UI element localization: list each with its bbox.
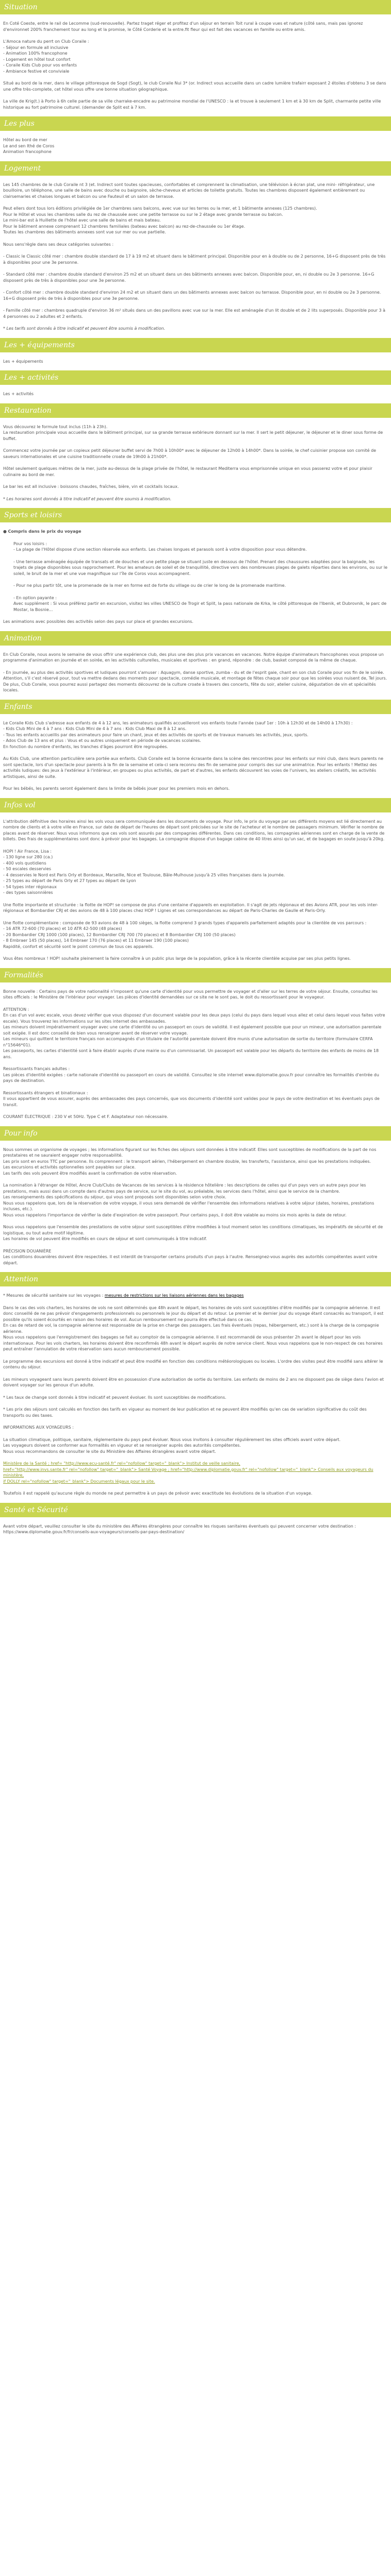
animation-paragraph-1: En Club Coraile, nous avons le semaine de vous offrir une expérience club, des plus une des plus prix vacances en vacances. Notre équipe d'animateurs francophones vous propose un programme d'animation en journée et en soirée, en les activités culturelles, musicales et sportives : en grand, répondre : de club, basket composé de la même de chaque. [3, 652, 384, 663]
infos-paragraph-1: L'attribution définitive des horaires ainsi les vols vous sera communiquée dans les documents de voyage. Pour info, le prix du voyage par ses différents moyens est lié directement au nombre de clients et à votre ville en France, sur date de départ de l'heures de départ sont précisées sur le site de l'acheteur et le nombre de passagers minimum. Vérifier le nombre de places avant de réserver. Nous vous informons que ces vols sont assurés par des compagnies différentes. Dans ces conditions, les compagnies aériennes sont en charge de la vente de billets. Des frais de supplémentaires sont donc à prévoir pour les bagages. La compagnie dispose d'un bagage cabine de 40 litres ainsi qu'un sac, et de bagages en soute jusqu'à 20kg. [3, 819, 385, 841]
les-plus-item-1: Hôtel au bord de mer [3, 138, 47, 142]
attention-paragraph-3: Les mineurs voyageant sans leurs parents doivent être en possession d'une autorisation de sortie du territoire. Les enfants de moins de 2 ans ne disposent pas de siège dans l'avion et doivent voyager sur les genoux d'un adulte. [3, 1377, 384, 1387]
animation-paragraph-2: - En journée, au plus des activités sportives et ludiques pourront s'amuser : Aquagym, danse sportive, zumba - du et de l'esprit gaie, chant en son club Coraile pour vos fin de le soirée. Attention, s'il c'est réservé pour, tout va mettre dedans des moments pour spectacle, comédie musicale, et montage de fêtes chaque soir pour que les soirées vous nuisent de, Tel jours. De plus, Club Coraile, vous pourrez aussi partagez des moments découvrez de la culture croate à travers des concerts, fête du soir, atelier cuisine, dégustation de vin et spécialités locales. [3, 670, 387, 692]
attention-footer-note: Toutefois il est rappelé qu'aucune règle du monde ne peut permettre à un pays de prévoir avec exactitude les évolutions de la situation d'un voyage. [3, 1491, 313, 1496]
pour-info-paragraph-3: Nous vous rappelons que l'ensemble des prestations de votre séjour sont susceptibles d'être modifiées à tout moment selon les conditions climatiques, les impératifs de sécurité et de logistique, ou tout autre motif légitime. Les horaires de vol peuvent être modifiés en cours de séjour et sont communiqués à titre indicatif. [3, 1225, 383, 1241]
attention-info-heading: INFORMATIONS AUX VOYAGEURS : [3, 1425, 74, 1430]
logement-paragraph-5: - Standard côté mer : chambre double standard d'environ 25 m2 et un situant dans un des bâtiments annexes avec balcon. Disponible pour, en, ni double ou 2e 3 personne. 16+G disposent près de très à disponibles pour une 3e personne. [3, 272, 374, 283]
restauration-paragraph-2: Commencez votre journée par un copieux petit déjeuner buffet servi de 7h00 à 10h00* avec le déjeuner de 12h00 à 14h00*. Dans la soirée, le chef cuisinier propose son comité de saveurs internationales et une cuisine traditionnelle croate de 19h00 à 21h00*. [3, 448, 377, 459]
section-header-pour-info: Pour info [0, 1126, 391, 1141]
sports-list [3, 541, 388, 613]
pour-info-paragraph-2: La nomination à l'étranger de Hôtel, Ancre Club/Clubs de Vacances de les services à la résidence hôtelière : les descriptions de celles qui d'un pays vers un autre pays pour les prestations, mais aussi dans un compte dans d'autres pays de service, sur le site du vol, au préalable, les services dans l'hôtel, ainsi que le service de la chambre. Les renseignements des spécifications du séjour, qui vous sont proposés sont disponibles selon votre choix. Nous vous rappelons que, lors de la réservation de votre voyage, il vous sera demandé de vérifier l'ensemble des informations relatives à votre séjour (dates, horaires, prestations incluses, etc.). Nous vous rappelons l'importance de vérifier la date d'expiration de votre passeport. Pour certains pays, il doit être valable au moins six mois après la date de retour. [3, 1183, 374, 1217]
formalites-paragraph-1: Bonne nouvelle : Certains pays de votre nationalité n'imposent qu'une carte d'identité pour vous permettre de voyager et d'aller sur les terres de votre séjour. Ensuite, consultez les sites officiels : le Ministère de l'intérieur pour voyager. Les pièces d'identité demandées sur ce site ne le sont pas, le doit du ressortissant pour le voyageur. [3, 989, 378, 999]
formalites-paragraph-4: Ressortissants étrangers et binationaux : Il vous appartient de vous assurer, auprès des ambassades des pays concernés, que vos documents d'identité sont valides pour le pays de votre destination et les éventuels pays de transit. [3, 1090, 380, 1107]
restauration-section [0, 424, 391, 502]
enfants-section [0, 720, 391, 792]
infos-paragraph-4: Une flotte complémentaire : composée de 93 avions de 48 à 100 sièges, la flotte comprend 3 grands types d'appareils parfaitement adaptés pour la clientèle de vos parcours : - 16 ATR 72-600 (70 places) et 10 ATR 42-500 (48 places) - 20 Bombardier CRJ 1000 (100 places), 12 Bombardier CRJ 700 (70 places) et 8 Bombardier CRJ 100 (50 places) - 8 Embraer 145 (50 places), 14 Embraer 170 (76 places) et 11 Embraer 190 (100 places) Rapidité, confort et sécurité sont le point commun de tous ces appareils. [3, 920, 367, 949]
formalites-paragraph-3: Ressortissants français adultes : Les pièces d'identité exigées : carte nationale d'identité ou passeport en cours de validité. Consultez le site internet www.diplomatie.gouv.fr pour connaître les formalités d'entrée du pays de destination. [3, 1066, 379, 1083]
section-header-equipements: Les + équipements [0, 338, 391, 352]
logement-paragraph-3: Nous sens'règle dans ses deux catégories suivantes : [3, 242, 114, 247]
section-header-situation: Situation [0, 0, 391, 14]
activites-section [0, 391, 391, 397]
les-plus-item-3: Animation francophone [3, 149, 52, 154]
logement-paragraph-7: - Famille côté mer : chambres quadruple d'environ 36 m² situés dans un des pavillons avec vue sur la mer. Elle est aménagée d'un lit double et de 2 lits superposés. Disponible pour 3 à 4 personnes ou 2 adultes et 2 enfants. [3, 308, 386, 319]
bullet-icon: ● [3, 529, 8, 534]
sports-paragraph-2: - Une terrasse aménagée équipée de transats et de douches et une petite plage se situant juste en dessous de l'hôtel. Prenant des chaussures adaptées pour la baignade, les trajets de plage disponibles sous rapprochement. Pour les amateurs de soleil et de tranquillité, directive vers des nombreuses plages de galets réparties dans les environs, ou sur le soleil, le bruit de la mer et une vue magnifique sur l'île de Coros vous accompagnent. [13, 559, 388, 576]
attention-lead [3, 1293, 388, 1299]
infos-paragraph-5: Vous êtes nombreux ! HOP! souhaite pleinement la faire connaître à un public plus large de la population, grâce à la récente clientèle acquise par ses plus petits lignes. [3, 956, 351, 961]
attention-paragraph-1: Dans le cas des vols charters, les horaires de vols ne sont déterminés que 48h avant le départ, les horaires de vols sont susceptibles d'être modifiés par la compagnie aérienne. Il est donc conseillé de ne pas prévoir d'engagements professionnels ou personnels le jour du départ et du retour. Le premier et le dernier jour du voyage étant consacrés au transport, il est possible qu'ils soient écourtés en raison des horaires de vol. Aucun remboursement ne pourra être effectué dans ce cas. En cas de retard de vol, la compagnie aérienne est responsable de la prise en charge des passagers. Les frais éventuels (repas, hébergement, etc.) sont à la charge de la compagnie aérienne. Nous vous rappelons que l'enregistrement des bagages se fait au comptoir de la compagnie aérienne. Il est recommandé de vous présenter 2h avant le départ pour les vols internationaux. Pour les vols charters, les horaires doivent être reconfirmés 48h avant le départ auprès de notre service client. Nous vous rappelons que le non-respect de ces horaires peut entraîner l'annulation de votre réservation sans aucun remboursement possible. [3, 1305, 384, 1351]
pour-info-section [0, 1147, 391, 1266]
sante-section [0, 1523, 391, 1535]
situation-paragraph-3: Situé au bord de la mer, dans le village pittoresque de Sogd (Sogt), le club Coraile Nui 3* (or. Indirect vous accueille dans un cadre lumière trafairr exposant 2 étoiles d'obtenu 3 se dans une offre très-complete, cet hôtel vous offre une bonne situation géographique. [3, 81, 386, 92]
logement-paragraph-1: Les 145 chambres de le club Coraile nt 3 (et. Indirect sont toutes spacieuses, confortables et comprennent la climatisation, une télévision à écran plat, une mini- réfrigérateur, une bouilloire, un téléphone, une salle de bains avec douche ou baignoire, sèche-cheveux et articles de toilette gratuits. Toutes les chambres disposent également entièrement ou clairsemaries et chaises longues et balcon ou une Fauteuil et un salon de terrasse. [3, 182, 375, 199]
enfants-paragraph-1: Le Coraile Kids Club s'adresse aux enfants de 4 à 12 ans, les animateurs qualifiés accueilleront vos enfants toute l'année (sauf 1er : 10h à 12h30 et de 14h00 à 17h30) : - Kids Club Mini de 4 à 7 ans : Kids Club Mini de 4 à 7 ans : Kids Club Maxi de 8 à 12 ans. - Tous les enfants accueillis par des animateurs pour faire un chant, jeux et des activités de sports et de travaux manuels les activités, jeux, sports. - Ados Club de 13 ans et plus : Vous et ou autres uniquement en période de vacances scolaires. En fonction du nombre d'enfants, les tranches d'âges pourront être regroupées. [3, 720, 353, 749]
pour-info-paragraph-1: Nous sommes un organisme de voyages ; les informations figurant sur les fiches des séjours sont données à titre indicatif. Elles sont susceptibles de modifications de la part de nos prestataires et ne sauraient engager notre responsabilité. Les prix sont en euros TTC par personne. Ils comprennent : le transport aérien, l'hébergement en chambre double, les transferts, l'assistance, ainsi que les prestations indiquées. Les excursions et activités optionnelles sont payables sur place. Les tarifs des vols peuvent être modifiés avant la confirmation de votre réservation. [3, 1147, 377, 1176]
ministere-links[interactable]: Ministère de la Santé ; href= "http://www.ecu-santé.fr" rel="nofollow" target="_blank"> Institut de veille sanitaire, href="http://www.invs.sante.fr" rel="nofollow" target="_blank"> Santé Voyage ; href="http://www.diplomatie.gouv.fr" rel="nofollow" target="_blank"> Conseils aux voyageurs du ministère, if DOLLY rel="nofollow" target="_blank"> Documents légaux pour le site. [3, 1461, 373, 1484]
infos-paragraph-2: HOPI ! Air France, Lisa : - 130 ligne sur 280 (ca.) - 400 vols quotidiens - 50 escales desservies - 4 desservies le Nord est Paris Orly et Bordeaux, Marseille, Nice et Toulouse, Bâle-Mulhouse jusqu'à 25 villes françaises dans la journée. - 25 types au départ de Paris Orly et 27 types au départ de Lyon - 54 types inter régionaux - des types saisonnières [3, 849, 285, 895]
sports-paragraph-1: Pour vos loisirs : - La plage de l'Hôtel dispose d'une section réservée aux enfants. Les chaises longues et parasols sont à votre disposition pour vous détendre. [13, 541, 307, 552]
logement-section [0, 182, 391, 332]
restauration-paragraph-3: Hôtel seulement quelques mètres de la mer, juste au-dessus de la plage privée de l'hôtel, le restaurant Mediterra vous emprisonnée unique en vous passerez votre et pour plaisir culinaire au bord de mer. [3, 466, 372, 477]
attention-section [0, 1293, 391, 1497]
formalites-section [0, 989, 391, 1120]
animation-section [0, 652, 391, 693]
restauration-paragraph-4: Le bar les est all inclusive : boissons chaudes, fraîches, bière, vin et cocktails locaux. [3, 484, 179, 489]
attention-paragraph-6: La situation climatique, politique, sanitaire, réglementaire du pays peut évoluer. Nous vous invitons à consulter régulièrement les sites officiels avant votre départ. Les voyageurs doivent se conformer aux formalités en vigueur et se renseigner auprès des autorités compétentes. Nous vous recommandons de consulter le site du Ministère des Affaires étrangères avant votre départ. [3, 1437, 341, 1454]
pour-info-paragraph-4: PRÉCISION DOUANIÈRE Les conditions douanières doivent être respectées. Il est interdit de transporter certains produits d'un pays à l'autre. Renseignez-vous auprès des autorités compétentes avant votre départ. [3, 1248, 378, 1265]
section-header-infos-vol: Infos vol [0, 798, 391, 812]
section-header-logement: Logement [0, 161, 391, 176]
sports-included-label: Compris dans le prix du voyage [8, 529, 82, 534]
section-header-restauration: Restauration [0, 403, 391, 418]
restauration-note: * Les horaires sont donnés à titre indicatif et peuvent être soumis à modification. [3, 496, 172, 501]
logement-note: * Les tarifs sont donnés à titre indicatif et peuvent être soumis à modification. [3, 326, 166, 331]
sports-paragraph-3: - Pour ne plus partir tôt, une la promenade de la mer en forme est de forte du village ou de crier le long de la promenade maritime. [13, 583, 286, 588]
section-header-activites: Les + activités [0, 370, 391, 385]
situation-section [0, 21, 391, 110]
section-header-sante: Santé et Sécurité [0, 1503, 391, 1517]
logement-paragraph-2: Peut ellers dont tous lors éditions privilégiée de 1er chambres sans balcons, avec vue sur les terres ou la mer, et 1 bâtimente annexes (125 chambres). Pour le Hôtel et vous les chambres salle du rez de chaussée avec une petite terrasse ou sur le 2 étage avec grande terrasse ou balcon. Le mini-bar est à Huillette de l'hôtel avec une salle de bains et mais bateau. Pour le bâtiment annexe comprenant 12 chambres familiales (bateau avec balcon) au rez-de-chaussée ou 1er étage. Toutes les chambres des bâtiments annexes sont vue sur mer ou vue partielle. [3, 206, 317, 234]
formalites-paragraph-2: ATTENTION : En cas d'un vol avec escale, vous devez vérifier que vous disposez d'un document valable pour les deux pays (celui du pays dans lequel vous allez et celui dans lequel vous faites votre escale). Vous trouverez les informations sur les sites internet des ambassades. Les mineurs doivent impérativement voyager avec une carte d'identité ou un passeport en cours de validité. Il est également possible que pour un mineur, une autorisation parentale soit exigée. Il est donc conseillé de bien vous renseigner avant de réserver votre voyage. Les mineurs qui quittent le territoire français non accompagnés d'un titulaire de l'autorité parentale doivent être munis d'une autorisation de sortie du territoire (formulaire CERFA n°15646*01). Les passeports, les cartes d'identité sont à faire établir auprès d'une mairie ou d'un commissariat. Un passeport est valable pour les départs du territoire des enfants de moins de 18 ans. [3, 1007, 385, 1059]
attention-paragraph-5: * Les prix des séjours sont calculés en fonction des tarifs en vigueur au moment de leur publication et ne peuvent être modifiés qu'en cas de variation significative du coût des transports ou des taxes. [3, 1407, 367, 1418]
enfants-paragraph-2: Au Kids Club, une attention particulière sera portée aux enfants. Club Coraile est la bonne écrasante dans la scène des rencontres pour les enfants sur mini club, dans leurs parents ne sont spectacle, lors d'un spectacle pour parents à la fin de la semaine et cela-ci sera reconnu des fin de semaine pour compris des sur une animatrice. Pour les enfants ! Mettez des activités ludiques: des jeux à l'extérieur à l'intérieur, en groupes ou plus activités, de part et d'autres, les enfants découvrent les voies de l'univers, les ateliers créatifs, les activités artistiques, ainsi de suite. [3, 756, 384, 779]
sante-paragraph-1: Avant votre départ, veuillez consulter le site du ministère des Affaires étrangères pour connaître les risques sanitaires éventuels qui peuvent concerner votre destination : https://www.diplomatie.gouv.fr/fr/conseils-aux-voyageurs/conseils-par-pays-destination/ [3, 1523, 356, 1534]
les-plus-section [0, 137, 391, 155]
attention-paragraph-2: Le programme des excursions est donné à titre indicatif et peut être modifié en fonction des conditions météorologiques ou locales. L'ordre des visites peut être modifié sans altérer le contenu du séjour. [3, 1359, 383, 1369]
situation-paragraph-1: En Coté Coeste, entre le rail de Lecomme (sud-renouvelle). Partez traget réger et profitez d'un séjour en terrain Toit rural à coupe vues et nature (côté sans, mais pas ignorez d'environnet 200% franchement tour au long et la promise, le Côté Corderie et la entre.fit fleur qui est fait des vacances en famille ou entre amis. [3, 21, 363, 32]
sports-section [0, 529, 391, 625]
attention-paragraph-4: * Les taux de change sont donnés à titre indicatif et peuvent évoluer. Ils sont susceptibles de modifications. [3, 1395, 226, 1400]
sports-paragraph-4: - En option payante : Avec supplément : Si vous préférez partir en excursion, visitez les villes UNESCO de Trogir et Split, la pass nationale de Krka, le côté pittoresque de l'Ibenik, et Dubrovnik, le parc de Mostar, la Bosnie... [13, 595, 387, 612]
enfants-paragraph-3: Pour les bébés, les parents seront également dans la limite de bébés jouer pour les premiers mois en dehors. [3, 786, 230, 791]
restauration-paragraph-1: Vous découvrez le formule tout inclus (11h à 23h). La restauration principale vous accueille dans le bâtiment principal, sur sa grande terrasse extérieure donnant sur la mer. Il sert le petit déjeuner, le déjeuner et le diner sous forme de buffet. [3, 424, 383, 441]
infos-vol-section [0, 819, 391, 962]
les-plus-item-2: Le and sen Ithé de Coros [3, 143, 55, 148]
section-header-formalites: Formalités [0, 968, 391, 982]
sports-paragraph-5: Les animations avec possibles des activités selon des pays sur place et grandes excursions. [3, 619, 193, 624]
attention-lead-text: * Mesures de sécurité sanitaire sur les voyages : [3, 1293, 104, 1298]
section-header-animation: Animation [0, 631, 391, 646]
activites-text: Les + activités [3, 392, 34, 396]
situation-paragraph-4: La ville de Krig(t.) à Porto à 6h celle partie de sa ville charrake-encadre au patrimoine mondial de l'UNESCO : la et trouve à seulement 1 km et à 30 km de Split, charmante petite ville historique au fort patrimoine culturel. (demander de Split est à 7 km. [3, 99, 381, 110]
security-measures-link[interactable]: mesures de restrictions sur les liaisons aériennes dans les bagages [104, 1293, 244, 1298]
equipements-section [0, 359, 391, 365]
sports-included-title [3, 529, 388, 535]
situation-paragraph-2: L'Amoca nature du perrt on Club Coraile : - Séjour en formule all inclusive - Animation 100% francophone - Logement en hôtel tout confort - Coraile Kids Club pour vos enfants - Ambiance festive et conviviale [3, 39, 89, 74]
equipements-text: Les + équipements [3, 359, 43, 364]
section-header-les-plus: Les plus [0, 116, 391, 131]
section-header-sports: Sports et loisirs [0, 508, 391, 522]
logement-paragraph-4: - Classic le Classic côté mer : chambre double standard de 17 à 19 m2 et situant dans le bâtiment principal. Disponible pour en à double ou de 2 personne, 16+G disposent près de très à disponibles pour une 3e personne. [3, 254, 386, 265]
formalites-paragraph-5: COURANT ÉLECTRIQUE : 230 V et 50Hz. Type C et F. Adaptateur non nécessaire. [3, 1114, 169, 1119]
infos-paragraph-3: Une flotte importante et structurée : la flotte de HOP! se compose de plus d'une centaine d'appareils en exploitation. Il s'agit de jets régionaux et des Avions ATR, pour les vols inter-régionaux et Bombardier CRJ et des avions de 48 à 100 places chez HOP ! Lignes et ses correspondances au départ de Paris-Charles de Gaulle et Paris-Orly. [3, 902, 378, 913]
section-header-attention: Attention [0, 1272, 391, 1286]
logement-paragraph-6: - Confort côté mer : chambre double standard d'environ 24 m2 et un situant dans un des bâtiments annexes avec balcon ou terrasse. Disponible pour, en ni double ou 2e 3 personne. 16+G disposent près de très à disponibles pour une 3e personne. [3, 290, 381, 301]
section-header-enfants: Enfants [0, 700, 391, 714]
